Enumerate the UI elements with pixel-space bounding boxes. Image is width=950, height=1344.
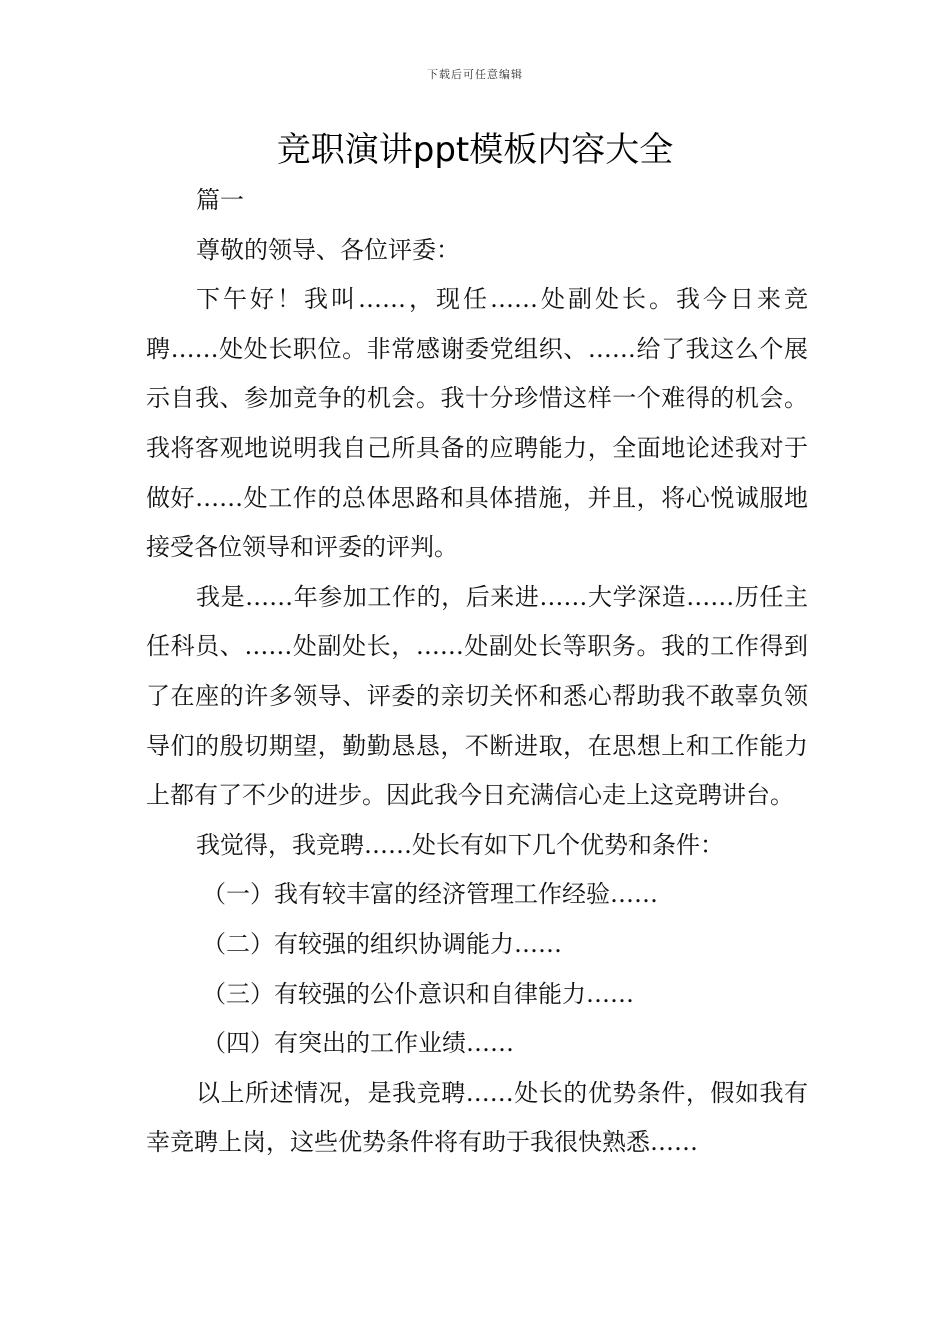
- list-item: （二）有较强的组织协调能力……: [202, 929, 562, 958]
- header-note: 下载后可任意编辑: [427, 68, 523, 81]
- list-item: （一）我有较丰富的经济管理工作经验……: [202, 880, 658, 909]
- paragraph-background: 我是……年参加工作的，后来进……大学深造……历任主任科员、……处副处长，……处副处长等职务。我的工作得到了在座的许多领导、评委的亲切关怀和悉心帮助我不敢辜负领导们的殷切期望，勤勤恳恳，不断进取，在思想上和工作能力上都有了不少的进步。因此我今日充满信心走上这竞聘讲台。: [146, 582, 808, 810]
- list-item: （三）有较强的公仆意识和自律能力……: [202, 979, 634, 1008]
- salutation: 尊敬的领导、各位评委：: [196, 235, 460, 264]
- document-body: [146, 176, 808, 1168]
- paragraph-intro: 下午好！我叫……，现任……处副处长。我今日来竞聘……处处长职位。非常感谢委党组织、……给了我这么个展示自我、参加竞争的机会。我十分珍惜这样一个难得的机会。我将客观地说明我自己所具备的应聘能力，全面地论述我对于做好……处工作的总体思路和具体措施，并且，将心悦诚服地接受各位领导和评委的评判。: [146, 285, 808, 562]
- list-item: （四）有突出的工作业绩……: [202, 1029, 514, 1058]
- paragraph-advantages-lead: 我觉得，我竞聘……处长有如下几个优势和条件：: [196, 830, 724, 859]
- paragraph-closing: 以上所述情况，是我竞聘……处长的优势条件，假如我有幸竞聘上岗，这些优势条件将有助于我很快熟悉……: [146, 1078, 808, 1157]
- section-label: 篇一: [196, 186, 244, 214]
- document-title: 竞职演讲ppt模板内容大全: [276, 130, 674, 170]
